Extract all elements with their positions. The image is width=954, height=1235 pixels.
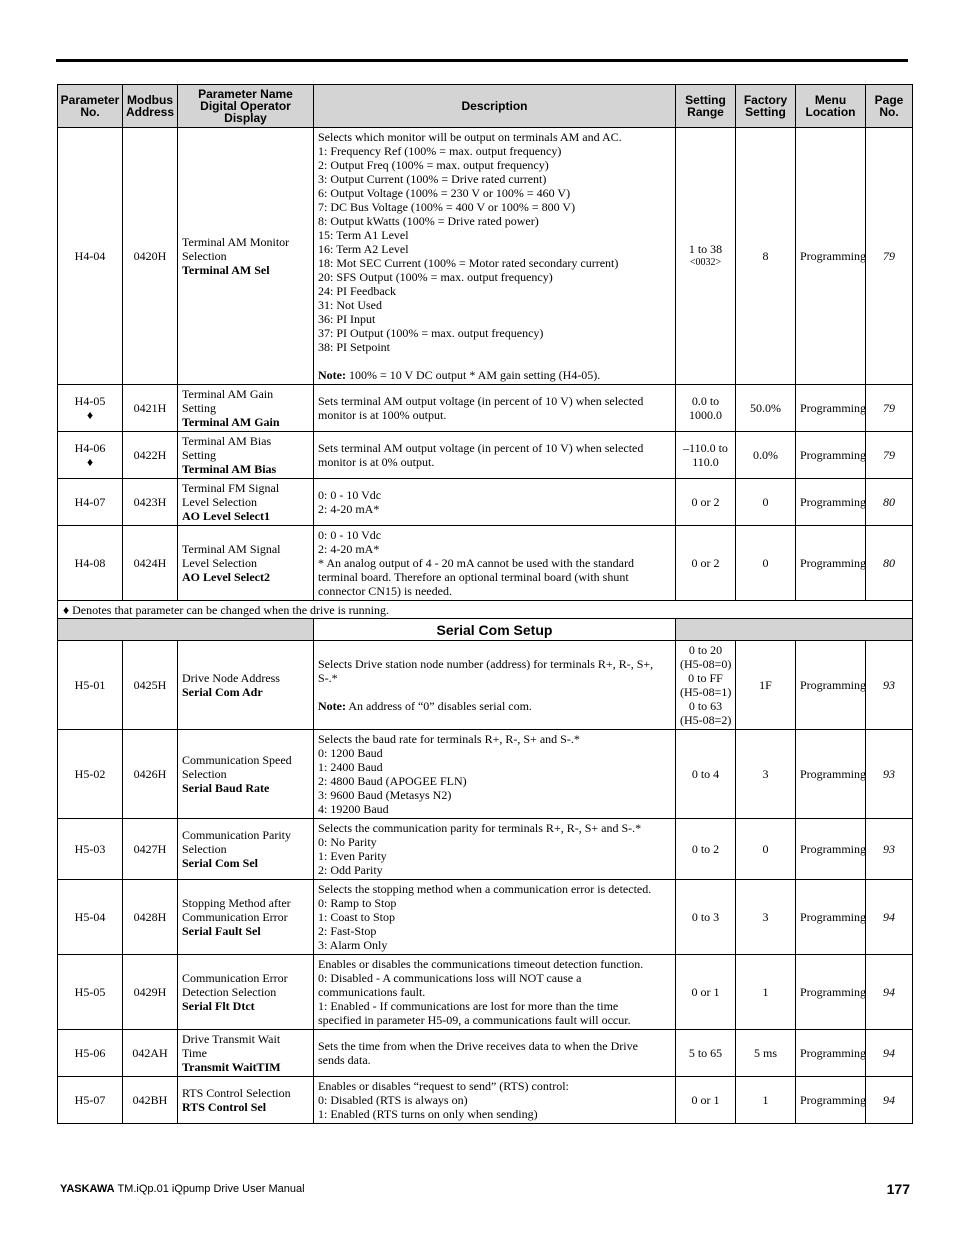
param-no: H5-03 [74, 842, 106, 856]
menu-cell: Programming [796, 1030, 866, 1077]
description-line: 0: 0 - 10 Vdc [318, 528, 382, 542]
description-line: Sets terminal AM output voltage (in percent of 10 V) when selected [318, 394, 644, 408]
text-line: Terminal AM Bias [182, 434, 272, 448]
description-line: 24: PI Feedback [318, 284, 396, 298]
description-line: 1: 2400 Baud [318, 760, 383, 774]
range-cell [676, 385, 736, 432]
text-line: Terminal AM Monitor [182, 235, 290, 249]
text-line: 0 to 3 [691, 910, 720, 924]
header-name: Parameter Name Digital Operator Display [178, 85, 314, 128]
section-row [58, 619, 913, 641]
description-line: sends data. [318, 1053, 371, 1067]
display-name: Serial Com Sel [182, 856, 258, 870]
table-body-notes [58, 601, 913, 641]
modbus-cell: 0421H [123, 385, 178, 432]
description-line: 1: Enabled - If communications are lost for more than the time [318, 999, 619, 1013]
param-cell [58, 526, 123, 601]
range-cell [676, 730, 736, 819]
factory-cell: 1 [736, 1077, 796, 1124]
top-rule [56, 59, 908, 62]
section-fill-right [676, 619, 913, 641]
footer-manual: TM.iQp.01 iQpump Drive User Manual [114, 1183, 305, 1195]
description-line: 3: 9600 Baud (Metasys N2) [318, 788, 452, 802]
name-cell [178, 955, 314, 1030]
description-line: 0: Disabled (RTS is always on) [318, 1093, 468, 1107]
factory-cell: 3 [736, 730, 796, 819]
modbus-cell: 0426H [123, 730, 178, 819]
page-cell: 80 [866, 526, 913, 601]
menu-cell: Programming [796, 641, 866, 730]
range-cell [676, 1030, 736, 1077]
modbus-cell: 0428H [123, 880, 178, 955]
text-line: Drive Node Address [182, 671, 280, 685]
note-label: Note: [318, 699, 346, 713]
table-row [58, 730, 913, 819]
display-name: Terminal AM Bias [182, 462, 277, 476]
description-line: 2: Odd Parity [318, 863, 383, 877]
name-cell [178, 880, 314, 955]
text-line: 0 or 2 [691, 556, 720, 570]
menu-cell: Programming [796, 479, 866, 526]
modbus-cell: 0423H [123, 479, 178, 526]
table-row [58, 385, 913, 432]
table-body-h5 [58, 641, 913, 1124]
description-line: 1: Coast to Stop [318, 910, 396, 924]
description-line: 1: Enabled (RTS turns on only when sending) [318, 1107, 538, 1121]
table-header [58, 85, 913, 128]
text-line: Level Selection [182, 556, 257, 570]
description-line: 1: Frequency Ref (100% = max. output frequency) [318, 144, 562, 158]
header-description: Description [314, 85, 676, 128]
modbus-cell: 0427H [123, 819, 178, 880]
running-mark-icon: ♦ [86, 455, 94, 469]
description-line: * An analog output of 4 - 20 mA cannot be used with the standard [318, 556, 634, 570]
text-line: 0 to 2 [691, 842, 720, 856]
description-line: 38: PI Setpoint [318, 340, 391, 354]
factory-cell: 0 [736, 479, 796, 526]
description-line: 0: 1200 Baud [318, 746, 383, 760]
parameter-table [57, 84, 913, 1124]
modbus-cell: 0424H [123, 526, 178, 601]
text-line: Terminal AM Gain [182, 387, 274, 401]
note-label: Note: [318, 368, 346, 382]
note-line [318, 699, 671, 713]
description-cell [314, 819, 676, 880]
description-line: monitor is at 100% output. [318, 408, 447, 422]
name-cell [178, 128, 314, 385]
factory-cell: 3 [736, 880, 796, 955]
range-cell [676, 955, 736, 1030]
description-line: Enables or disables “request to send” (RTS) control: [318, 1079, 569, 1093]
page-cell: 80 [866, 479, 913, 526]
factory-cell: 1F [736, 641, 796, 730]
name-cell [178, 730, 314, 819]
param-cell [58, 432, 123, 479]
param-cell [58, 955, 123, 1030]
menu-cell: Programming [796, 880, 866, 955]
running-mark-icon: ♦ [86, 408, 94, 422]
table-row [58, 1030, 913, 1077]
param-cell [58, 730, 123, 819]
display-name: Serial Baud Rate [182, 781, 270, 795]
table-row [58, 819, 913, 880]
param-no: H5-01 [74, 678, 106, 692]
description-line: connector CN15) is needed. [318, 584, 452, 598]
table-row [58, 1077, 913, 1124]
description-line: Selects Drive station node number (address) for terminals R+, R-, S+, [318, 657, 654, 671]
description-cell [314, 641, 676, 730]
text-line: Communication Speed [182, 753, 292, 767]
description-cell [314, 432, 676, 479]
description-line: 16: Term A2 Level [318, 242, 409, 256]
menu-cell: Programming [796, 730, 866, 819]
header-menu: Menu Location [796, 85, 866, 128]
description-line: 20: SFS Output (100% = max. output frequency) [318, 270, 553, 284]
param-no: H5-04 [74, 910, 106, 924]
menu-cell: Programming [796, 955, 866, 1030]
name-cell [178, 1030, 314, 1077]
description-line [318, 354, 671, 368]
param-cell [58, 641, 123, 730]
text-line: Selection [182, 249, 227, 263]
description-line: terminal board. Therefore an optional terminal board (with shunt [318, 570, 629, 584]
description-line: Selects the baud rate for terminals R+, R-, S+ and S-.* [318, 732, 580, 746]
description-line [318, 685, 671, 699]
table-row [58, 641, 913, 730]
description-cell [314, 955, 676, 1030]
description-line: 2: Fast-Stop [318, 924, 377, 938]
factory-cell: 50.0% [736, 385, 796, 432]
description-line: Selects the stopping method when a communication error is detected. [318, 882, 652, 896]
page-cell: 93 [866, 730, 913, 819]
name-cell [178, 432, 314, 479]
text-line: Selection [182, 842, 227, 856]
display-name: Terminal AM Gain [182, 415, 280, 429]
header-modbus: Modbus Address [123, 85, 178, 128]
text-line: Communication Error [182, 971, 288, 985]
text-line: 0.0 to [691, 394, 720, 408]
page-cell: 79 [866, 128, 913, 385]
text-line: Terminal FM Signal [182, 481, 280, 495]
param-cell [58, 385, 123, 432]
page-cell: 94 [866, 1077, 913, 1124]
menu-cell: Programming [796, 1077, 866, 1124]
display-name: AO Level Select2 [182, 570, 270, 584]
text-line: Communication Parity [182, 828, 291, 842]
text-line: (H5-08=0) [680, 657, 732, 671]
menu-cell: Programming [796, 432, 866, 479]
param-no: H4-05 [74, 394, 106, 408]
factory-cell: 1 [736, 955, 796, 1030]
table-row [58, 128, 913, 385]
description-line: 7: DC Bus Voltage (100% = 400 V or 100% = 800 V) [318, 200, 576, 214]
header-range: Setting Range [676, 85, 736, 128]
description-line: 2: Output Freq (100% = max. output frequency) [318, 158, 549, 172]
menu-cell: Programming [796, 385, 866, 432]
note-line [318, 368, 671, 382]
range-cell [676, 880, 736, 955]
display-name: Terminal AM Sel [182, 263, 270, 277]
display-name: RTS Control Sel [182, 1100, 267, 1114]
param-cell [58, 880, 123, 955]
running-note: ♦ Denotes that parameter can be changed when the drive is running. [58, 601, 913, 619]
text-line: 0 to 63 [688, 699, 723, 713]
description-cell [314, 1030, 676, 1077]
text-line: (H5-08=2) [680, 713, 732, 727]
text-line: Stopping Method after [182, 896, 291, 910]
name-cell [178, 526, 314, 601]
description-cell [314, 730, 676, 819]
text-line: 0 or 1 [691, 985, 720, 999]
text-line: Time [182, 1046, 207, 1060]
modbus-cell: 0422H [123, 432, 178, 479]
section-fill-left [58, 619, 314, 641]
page-cell: 94 [866, 1030, 913, 1077]
description-line: 3: Output Current (100% = Drive rated current) [318, 172, 547, 186]
param-cell [58, 128, 123, 385]
factory-cell: 5 ms [736, 1030, 796, 1077]
param-cell [58, 1077, 123, 1124]
range-cell [676, 479, 736, 526]
text-line: 0 or 1 [691, 1093, 720, 1107]
param-no: H5-02 [74, 767, 106, 781]
description-line: monitor is at 0% output. [318, 455, 435, 469]
display-name: AO Level Select1 [182, 509, 270, 523]
text-line: 5 to 65 [688, 1046, 723, 1060]
description-line: 0: 0 - 10 Vdc [318, 488, 382, 502]
page-number: 177 [886, 1181, 910, 1197]
description-cell [314, 128, 676, 385]
table-row [58, 432, 913, 479]
description-line: 1: Even Parity [318, 849, 387, 863]
name-cell [178, 385, 314, 432]
text-line: 0 to 4 [691, 767, 720, 781]
menu-cell: Programming [796, 526, 866, 601]
display-name: Transmit WaitTIM [182, 1060, 281, 1074]
factory-cell: 0.0% [736, 432, 796, 479]
name-cell [178, 641, 314, 730]
text-line: 0 or 2 [691, 495, 720, 509]
range-cell [676, 819, 736, 880]
display-name: Serial Fault Sel [182, 924, 261, 938]
description-cell [314, 880, 676, 955]
description-cell [314, 526, 676, 601]
description-line: Sets the time from when the Drive receives data to when the Drive [318, 1039, 638, 1053]
description-line: 0: Disabled - A communications loss will NOT cause a [318, 971, 582, 985]
modbus-cell: 0425H [123, 641, 178, 730]
page-cell: 94 [866, 880, 913, 955]
description-cell [314, 1077, 676, 1124]
description-line: 15: Term A1 Level [318, 228, 409, 242]
footer-manual-title [60, 1183, 305, 1195]
description-line: 2: 4-20 mA* [318, 542, 380, 556]
table-body-h4 [58, 128, 913, 601]
text-line: 1000.0 [689, 408, 722, 422]
text-line: 1 to 38 [688, 242, 723, 256]
description-line: 0: Ramp to Stop [318, 896, 397, 910]
modbus-cell: 0420H [123, 128, 178, 385]
modbus-cell: 042AH [123, 1030, 178, 1077]
description-line: Sets terminal AM output voltage (in percent of 10 V) when selected [318, 441, 644, 455]
display-name: Serial Com Adr [182, 685, 263, 699]
param-cell [58, 1030, 123, 1077]
page-cell: 93 [866, 819, 913, 880]
table-row [58, 526, 913, 601]
table-row [58, 479, 913, 526]
description-line: specified in parameter H5-09, a communications fault will occur. [318, 1013, 631, 1027]
factory-cell: 0 [736, 526, 796, 601]
text-line: 110.0 [692, 455, 719, 469]
range-cell [676, 526, 736, 601]
note-text: 100% = 10 V DC output * AM gain setting (H4-05). [345, 368, 601, 382]
range-code: <0032> [689, 257, 722, 268]
description-line: 36: PI Input [318, 312, 376, 326]
param-cell [58, 819, 123, 880]
text-line: Communication Error [182, 910, 288, 924]
param-no: H5-06 [74, 1046, 106, 1060]
description-line: 4: 19200 Baud [318, 802, 389, 816]
description-line: 31: Not Used [318, 298, 382, 312]
description-line: 6: Output Voltage (100% = 230 V or 100% = 460 V) [318, 186, 571, 200]
param-no: H4-07 [74, 495, 106, 509]
text-line: (H5-08=1) [680, 685, 732, 699]
param-no: H4-08 [74, 556, 106, 570]
page-cell: 94 [866, 955, 913, 1030]
header-param-no: Parameter No. [58, 85, 123, 128]
header-page: Page No. [866, 85, 913, 128]
range-cell [676, 641, 736, 730]
description-line: Selects which monitor will be output on terminals AM and AC. [318, 130, 622, 144]
name-cell [178, 819, 314, 880]
description-line: 0: No Parity [318, 835, 377, 849]
menu-cell: Programming [796, 819, 866, 880]
page-cell: 79 [866, 385, 913, 432]
range-cell [676, 432, 736, 479]
footer-brand: YASKAWA [60, 1183, 115, 1195]
description-line: Selects the communication parity for terminals R+, R-, S+ and S-.* [318, 821, 642, 835]
page-cell: 93 [866, 641, 913, 730]
text-line: 0 to FF [688, 671, 723, 685]
text-line: Setting [182, 448, 217, 462]
text-line: Level Selection [182, 495, 257, 509]
description-line: Enables or disables the communications timeout detection function. [318, 957, 644, 971]
modbus-cell: 0429H [123, 955, 178, 1030]
description-line: 2: 4800 Baud (APOGEE FLN) [318, 774, 467, 788]
text-line: Terminal AM Signal [182, 542, 281, 556]
note-text: An address of “0” disables serial com. [345, 699, 532, 713]
text-line: Drive Transmit Wait [182, 1032, 281, 1046]
param-no: H4-04 [74, 249, 106, 263]
text-line: Selection [182, 767, 227, 781]
factory-cell: 8 [736, 128, 796, 385]
text-line: Detection Selection [182, 985, 277, 999]
description-line: 8: Output kWatts (100% = Drive rated power) [318, 214, 539, 228]
text-line: Setting [182, 401, 217, 415]
description-line: 3: Alarm Only [318, 938, 388, 952]
table-row [58, 880, 913, 955]
table-row [58, 955, 913, 1030]
description-line: 18: Mot SEC Current (100% = Motor rated secondary current) [318, 256, 619, 270]
factory-cell: 0 [736, 819, 796, 880]
description-line: 2: 4-20 mA* [318, 502, 380, 516]
description-line: communications fault. [318, 985, 426, 999]
range-cell [676, 128, 736, 385]
name-cell [178, 1077, 314, 1124]
page-cell: 79 [866, 432, 913, 479]
menu-cell: Programming [796, 128, 866, 385]
param-no: H5-07 [74, 1093, 106, 1107]
text-line: 0 to 20 [688, 643, 723, 657]
text-line: RTS Control Selection [182, 1086, 291, 1100]
section-title: Serial Com Setup [314, 619, 676, 641]
description-cell [314, 479, 676, 526]
text-line: –110.0 to [683, 441, 728, 455]
description-cell [314, 385, 676, 432]
param-cell [58, 479, 123, 526]
running-note-row [58, 601, 913, 619]
header-factory: Factory Setting [736, 85, 796, 128]
param-no: H4-06 [74, 441, 106, 455]
param-no: H5-05 [74, 985, 106, 999]
modbus-cell: 042BH [123, 1077, 178, 1124]
range-cell [676, 1077, 736, 1124]
name-cell [178, 479, 314, 526]
description-line: 37: PI Output (100% = max. output frequency) [318, 326, 544, 340]
display-name: Serial Flt Dtct [182, 999, 255, 1013]
description-line: S-.* [318, 671, 338, 685]
